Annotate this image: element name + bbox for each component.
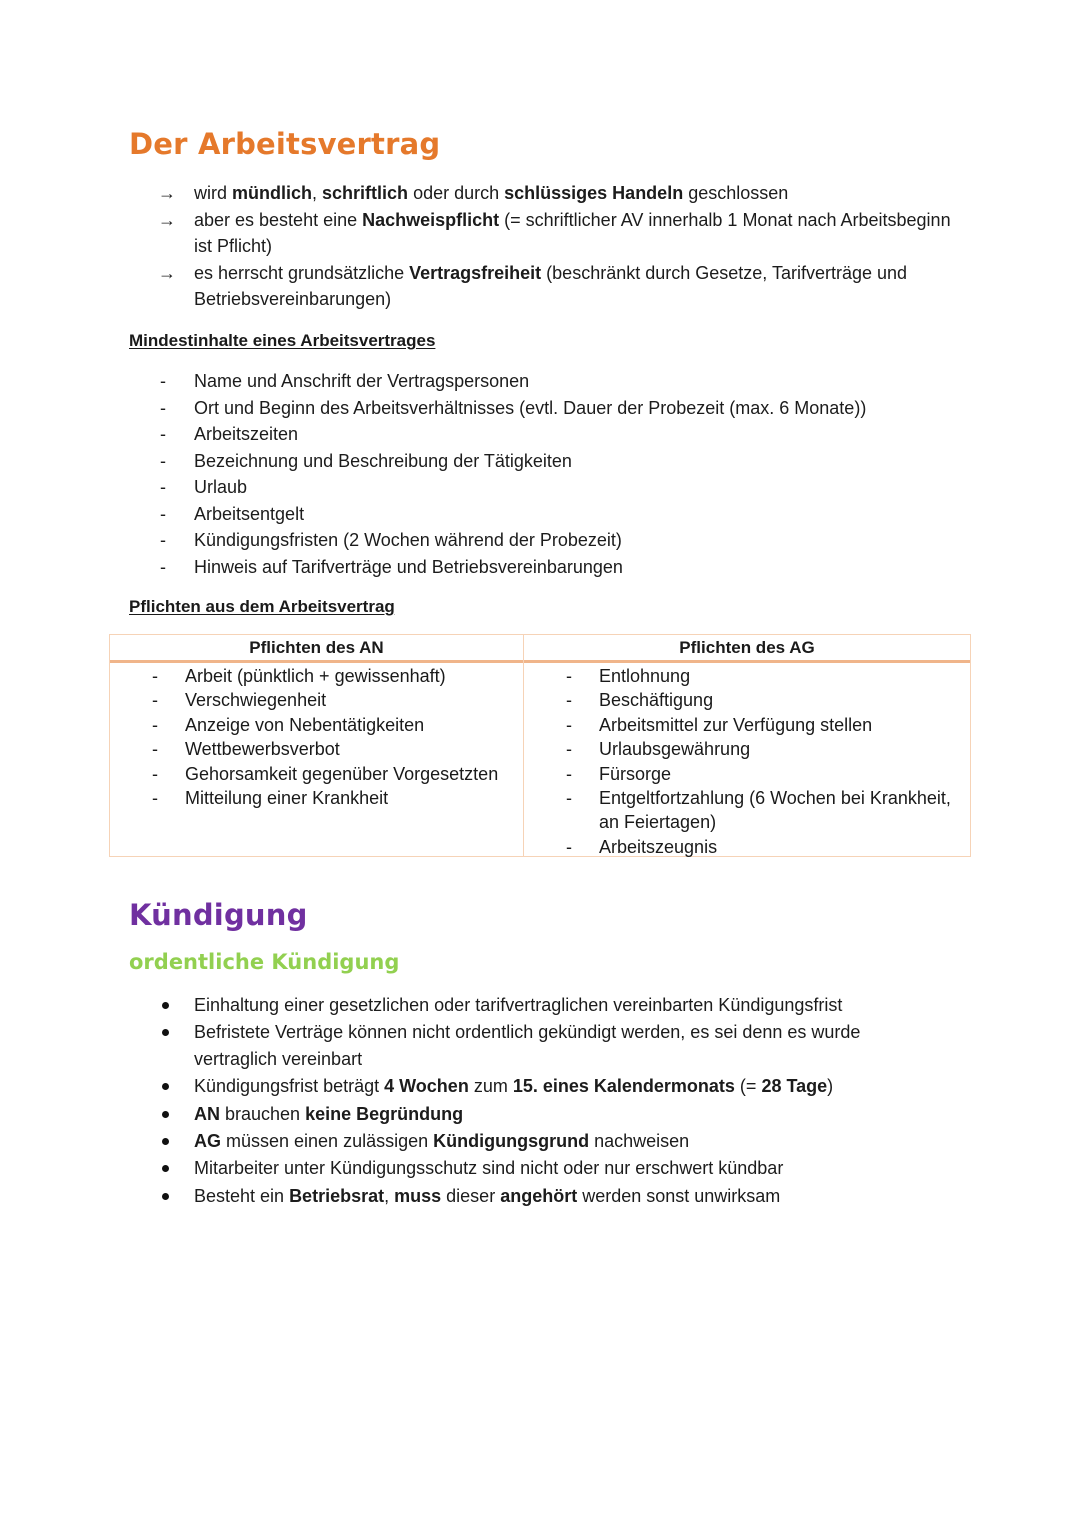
table-cell-text: Entlohnung bbox=[599, 666, 691, 686]
arrow-right-icon: → bbox=[158, 209, 176, 230]
table-row bbox=[110, 713, 523, 737]
table-cell-text: Anzeige von Nebentätigkeiten bbox=[185, 714, 425, 735]
list-item-text: Kündigungsfrist beträgt 4 Wochen zum 15. eines Kalendermonats (= 28 Tage) bbox=[194, 1076, 834, 1097]
arrow-point-text: es herrscht grundsätzliche Vertragsfreiheit (beschränkt durch Gesetze, Tarifverträge und Betriebsvereinbarungen) bbox=[194, 262, 908, 309]
mindestinhalte-heading: Mindestinhalte eines Arbeitsvertrages bbox=[129, 331, 436, 350]
arrow-right-icon: → bbox=[158, 262, 176, 283]
table-row bbox=[524, 688, 970, 712]
section-title-kuendigung: Kündigung bbox=[129, 898, 308, 932]
list-item bbox=[158, 368, 958, 395]
table-row bbox=[110, 786, 523, 810]
dash-bullet-icon: - bbox=[160, 397, 166, 418]
arrow-point-list bbox=[158, 180, 958, 313]
table-header-ag: Pflichten des AG bbox=[524, 635, 970, 663]
bullet-dot-icon bbox=[162, 1002, 169, 1009]
dash-bullet-icon: - bbox=[152, 714, 158, 735]
dash-bullet-icon: - bbox=[566, 739, 572, 760]
list-item bbox=[158, 1073, 938, 1100]
bullet-dot-icon bbox=[162, 1111, 169, 1118]
table-cell-text: Fürsorge bbox=[599, 763, 672, 784]
arrow-right-icon: → bbox=[158, 183, 176, 203]
list-item-text: Befristete Verträge können nicht ordentlich gekündigt werden, es sei denn es wurde vertraglich vereinbart bbox=[194, 1022, 861, 1070]
table-row bbox=[110, 762, 523, 786]
dash-bullet-icon: - bbox=[566, 763, 572, 784]
table-row bbox=[524, 737, 970, 761]
list-item bbox=[158, 554, 958, 581]
table-row bbox=[524, 762, 970, 786]
arrow-point bbox=[158, 180, 958, 207]
list-item bbox=[158, 992, 938, 1019]
table-row bbox=[110, 688, 523, 712]
section-title-arbeitsvertrag: Der Arbeitsvertrag bbox=[129, 127, 441, 161]
table-cell-text: Beschäftigung bbox=[599, 690, 714, 711]
list-item-text: AN brauchen keine Begründung bbox=[194, 1103, 464, 1124]
dash-bullet-icon: - bbox=[566, 690, 572, 711]
list-item-text: Kündigungsfristen (2 Wochen während der Probezeit) bbox=[194, 530, 622, 550]
list-item bbox=[158, 448, 958, 475]
list-item bbox=[158, 474, 958, 501]
list-item-text: Ort und Beginn des Arbeitsverhältnisses (evtl. Dauer der Probezeit (max. 6 Monate)) bbox=[194, 397, 867, 418]
dash-bullet-icon: - bbox=[152, 763, 158, 784]
list-item bbox=[158, 501, 958, 528]
list-item-text: Arbeitszeiten bbox=[194, 424, 299, 444]
table-row bbox=[110, 664, 523, 688]
dash-bullet-icon: - bbox=[566, 666, 572, 686]
list-item-text: Name und Anschrift der Vertragspersonen bbox=[194, 371, 530, 391]
list-item bbox=[158, 1183, 938, 1210]
dash-bullet-icon: - bbox=[566, 836, 572, 857]
list-item bbox=[158, 395, 958, 422]
list-item bbox=[158, 1019, 938, 1073]
table-cell-text: Urlaubsgewährung bbox=[599, 739, 751, 760]
pflichten-table bbox=[109, 634, 971, 857]
an-duties-list bbox=[110, 663, 523, 810]
table-row bbox=[524, 786, 970, 835]
table-row bbox=[524, 835, 970, 859]
ag-duties-list bbox=[524, 663, 970, 859]
table-row bbox=[524, 713, 970, 737]
table-cell-text: Wettbewerbsverbot bbox=[185, 739, 340, 760]
bullet-dot-icon bbox=[162, 1165, 169, 1172]
list-item-text: Mitarbeiter unter Kündigungsschutz sind nicht oder nur erschwert kündbar bbox=[194, 1158, 784, 1179]
table-cell-text: Arbeit (pünktlich + gewissenhaft) bbox=[185, 666, 446, 686]
table-row bbox=[524, 664, 970, 688]
list-item-text: Besteht ein Betriebsrat, muss dieser angehört werden sonst unwirksam bbox=[194, 1185, 781, 1206]
dash-bullet-icon: - bbox=[566, 788, 572, 809]
list-item-text: Einhaltung einer gesetzlichen oder tarifvertraglichen vereinbarten Kündigungsfrist bbox=[194, 995, 843, 1015]
arrow-point-text: aber es besteht eine Nachweispflicht (= schriftlicher AV innerhalb 1 Monat nach Arbeitsbeginn ist Pflicht) bbox=[194, 209, 951, 256]
dash-bullet-icon: - bbox=[160, 477, 166, 497]
bullet-dot-icon bbox=[162, 1193, 169, 1200]
dash-bullet-icon: - bbox=[160, 450, 166, 471]
table-cell-text: Mitteilung einer Krankheit bbox=[185, 788, 389, 809]
dash-bullet-icon: - bbox=[152, 788, 158, 809]
table-cell-text: Entgeltfortzahlung (6 Wochen bei Krankheit, an Feiertagen) bbox=[599, 788, 951, 833]
dash-bullet-icon: - bbox=[160, 424, 166, 444]
arrow-point bbox=[158, 260, 958, 313]
subsection-title-ordentliche-kuendigung: ordentliche Kündigung bbox=[129, 950, 400, 974]
table-cell-text: Gehorsamkeit gegenüber Vorgesetzten bbox=[185, 763, 499, 784]
dash-bullet-icon: - bbox=[160, 371, 166, 391]
dash-bullet-icon: - bbox=[152, 739, 158, 760]
dash-bullet-icon: - bbox=[152, 690, 158, 711]
mindestinhalte-list bbox=[158, 368, 958, 580]
table-cell-text: Arbeitszeugnis bbox=[599, 836, 718, 857]
bullet-dot-icon bbox=[162, 1138, 169, 1145]
kuendigung-bullet-list bbox=[158, 992, 938, 1210]
list-item bbox=[158, 1155, 938, 1182]
arrow-point-text: wird mündlich, schriftlich oder durch schlüssiges Handeln geschlossen bbox=[194, 183, 789, 203]
dash-bullet-icon: - bbox=[152, 666, 158, 686]
list-item-text: Urlaub bbox=[194, 477, 248, 497]
arrow-point bbox=[158, 207, 958, 260]
table-cell-text: Verschwiegenheit bbox=[185, 690, 327, 711]
list-item-text: Bezeichnung und Beschreibung der Tätigkeiten bbox=[194, 450, 572, 471]
table-column-an bbox=[110, 635, 524, 856]
list-item bbox=[158, 1101, 938, 1128]
list-item bbox=[158, 421, 958, 448]
table-header-an: Pflichten des AN bbox=[110, 635, 523, 663]
list-item-text: AG müssen einen zulässigen Kündigungsgrund nachweisen bbox=[194, 1130, 690, 1151]
table-cell-text: Arbeitsmittel zur Verfügung stellen bbox=[599, 714, 873, 735]
bullet-dot-icon bbox=[162, 1083, 169, 1090]
table-column-ag bbox=[524, 635, 970, 856]
dash-bullet-icon: - bbox=[160, 503, 166, 524]
dash-bullet-icon: - bbox=[566, 714, 572, 735]
pflichten-heading: Pflichten aus dem Arbeitsvertrag bbox=[129, 597, 395, 616]
bullet-dot-icon bbox=[162, 1029, 169, 1036]
list-item-text: Hinweis auf Tarifverträge und Betriebsvereinbarungen bbox=[194, 556, 623, 577]
list-item bbox=[158, 1128, 938, 1155]
list-item bbox=[158, 527, 958, 554]
table-row bbox=[110, 737, 523, 761]
dash-bullet-icon: - bbox=[160, 556, 166, 577]
list-item-text: Arbeitsentgelt bbox=[194, 503, 305, 524]
dash-bullet-icon: - bbox=[160, 530, 166, 550]
